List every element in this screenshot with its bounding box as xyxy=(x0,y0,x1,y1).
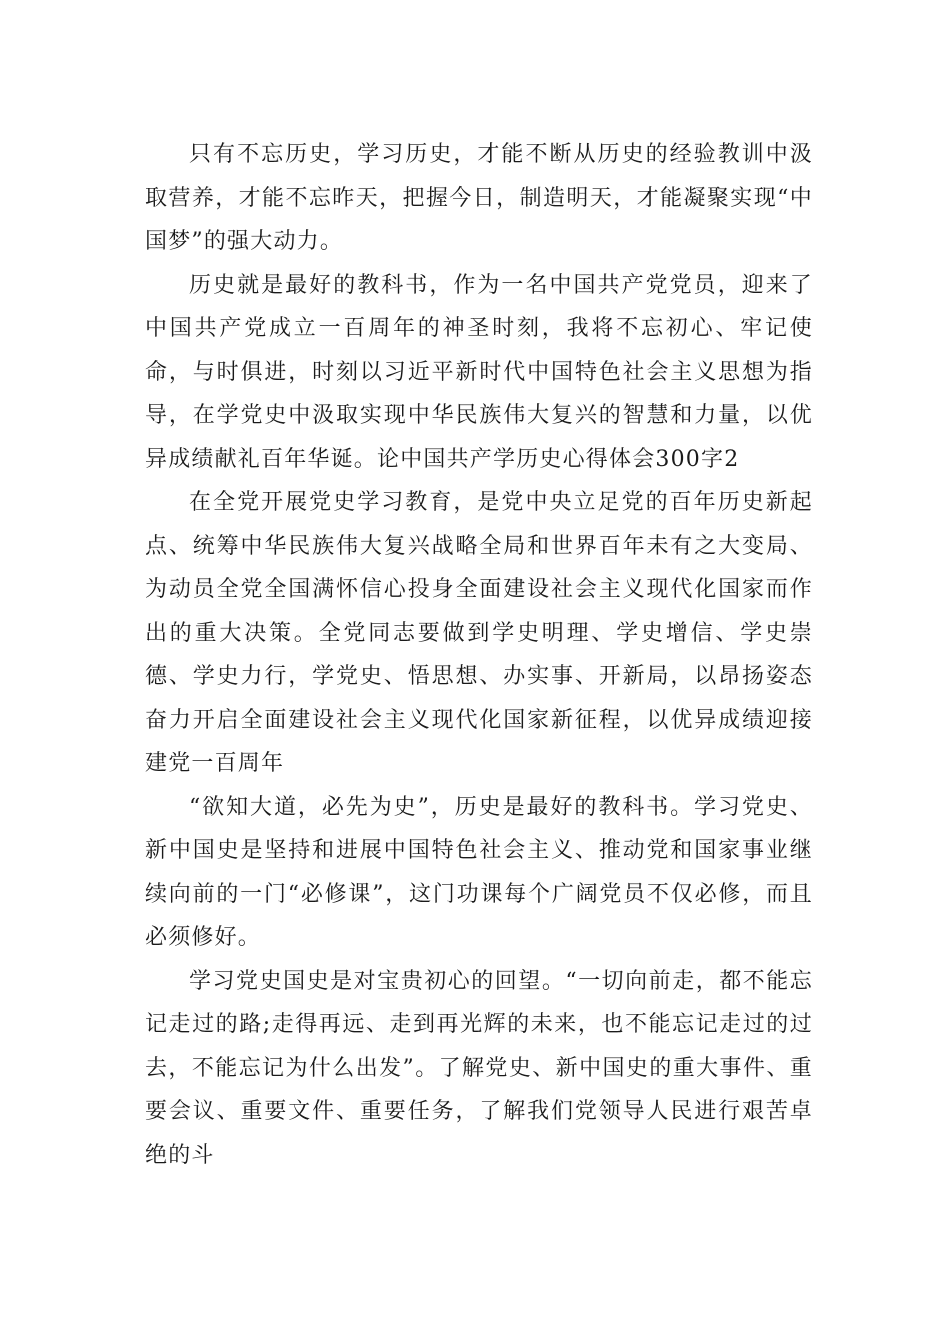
paragraph-2: 历史就是最好的教科书，作为一名中国共产党党员，迎来了中国共产党成立一百周年的神圣时刻，我将不忘初心、牢记使命，与时俱进，时刻以习近平新时代中国特色社会主义思想为指导，在学党史中汲取实现中华民族伟大复兴的智慧和力量，以优异成绩献礼百年华诞。论中国共产学历史心得体会300字2 xyxy=(145,272,813,472)
paragraph-1: 只有不忘历史，学习历史，才能不断从历史的经验教训中汲取营养，才能不忘昨天，把握今日，制造明天，才能凝聚实现“中国梦”的强大动力。 xyxy=(145,142,813,254)
document-body xyxy=(145,133,813,1177)
paragraph-4: “欲知大道，必先为史”，历史是最好的教科书。学习党史、新中国史是坚持和进展中国特色社会主义、推动党和国家事业继续向前的一门“必修课”，这门功课每个广阔党员不仅必修，而且必须修好。 xyxy=(145,794,813,950)
paragraph-5: 学习党史国史是对宝贵初心的回望。“一切向前走，都不能忘记走过的路;走得再远、走到再光辉的未来，也不能忘记走过的过去，不能忘记为什么出发”。了解党史、新中国史的重大事件、重要会议、重要文件、重要任务，了解我们党领导人民进行艰苦卓绝的斗 xyxy=(145,968,813,1168)
paragraph-3: 在全党开展党史学习教育，是党中央立足党的百年历史新起点、统筹中华民族伟大复兴战略全局和世界百年未有之大变局、为动员全党全国满怀信心投身全面建设社会主义现代化国家而作出的重大决策。全党同志要做到学史明理、学史增信、学史崇德、学史力行，学党史、悟思想、办实事、开新局，以昂扬姿态奋力开启全面建设社会主义现代化国家新征程，以优异成绩迎接建党一百周年 xyxy=(145,490,813,776)
